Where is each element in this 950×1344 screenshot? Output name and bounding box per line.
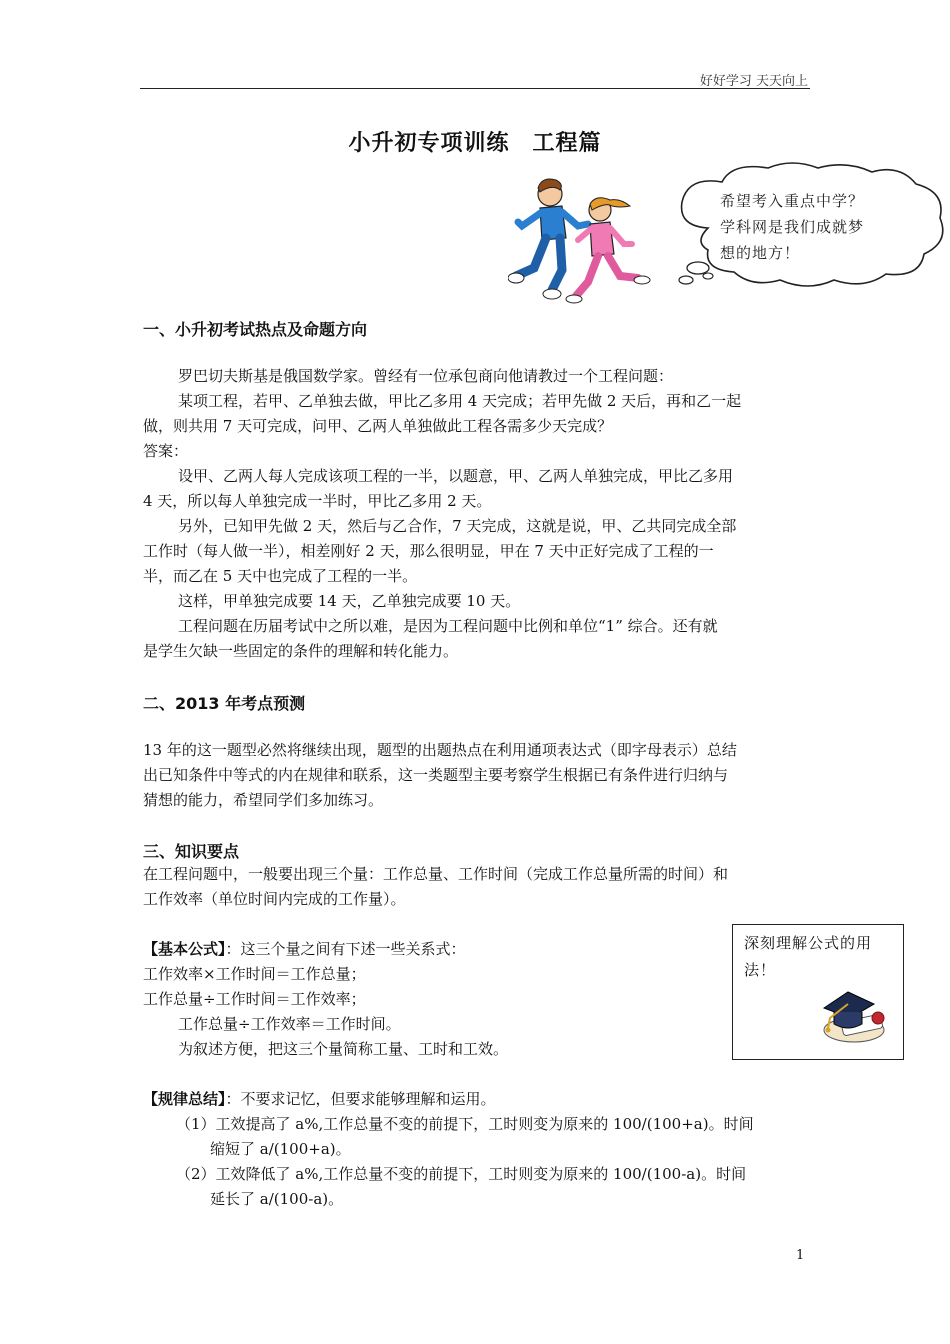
cloud-message	[720, 188, 864, 266]
formula-intro-text: ：这三个量之间有下述一些关系式：	[225, 940, 466, 958]
tip-line: 法！	[744, 961, 777, 979]
formula-line: 工作总量÷工作效率＝工作时间。	[178, 1015, 401, 1033]
formula-line: 工作效率×工作时间＝工作总量；	[143, 965, 366, 983]
section-heading-prediction: 二、2013 年考点预测	[143, 694, 306, 713]
answer-label: 答案：	[143, 442, 189, 460]
page-number: 1	[796, 1248, 805, 1263]
header-divider	[140, 88, 810, 89]
paragraph-line: 13 年的这一题型必然将继续出现，题型的出题热点在利用通项表达式（即字母表示）总结	[143, 741, 737, 759]
paragraph-line: 某项工程，若甲、乙单独去做，甲比乙多用 4 天完成；若甲先做 2 天后，再和乙一起	[178, 392, 742, 410]
paragraph-line: 在工程问题中，一般要出现三个量：工作总量、工作时间（完成工作总量所需的时间）和	[143, 865, 729, 883]
tip-line: 深刻理解公式的用	[744, 934, 873, 952]
paragraph-line: 出已知条件中等式的内在规律和联系，这一类题型主要考察学生根据已有条件进行归纳与	[143, 766, 729, 784]
section-heading-hotspots: 一、小升初考试热点及命题方向	[143, 320, 368, 339]
formula-label: 【基本公式】	[143, 940, 226, 958]
header-motto: 好好学习 天天向上	[699, 74, 808, 89]
formula-intro	[143, 937, 466, 962]
paragraph-line: 工作效率（单位时间内完成的工作量）。	[143, 890, 406, 908]
paragraph-line: 是学生欠缺一些固定的条件的理解和转化能力。	[143, 642, 459, 660]
rule-line: （2）工效降低了 a%,工作总量不变的前提下，工时则变为原来的 100/(100-a)。时间	[176, 1165, 747, 1183]
formula-line: 工作总量÷工作时间＝工作效率；	[143, 990, 366, 1008]
paragraph-line: 工程问题在历届考试中之所以难，是因为工程问题中比例和单位“1” 综合。还有就	[178, 617, 718, 635]
paragraph-line: 半，而乙在 5 天中也完成了工程的一半。	[143, 567, 418, 585]
rules-intro	[143, 1087, 496, 1112]
paragraph-line: 设甲、乙两人每人完成该项工程的一半，以题意，甲、乙两人单独完成，甲比乙多用	[178, 467, 734, 485]
rule-line: 延长了 a/(100-a)。	[210, 1190, 344, 1208]
graduation-cap-icon	[812, 978, 892, 1048]
paragraph-line: 这样，甲单独完成要 14 天，乙单独完成要 10 天。	[178, 592, 521, 610]
rule-line: 缩短了 a/(100+a)。	[210, 1140, 351, 1158]
paragraph-line: 罗巴切夫斯基是俄国数学家。曾经有一位承包商向他请教过一个工程问题：	[178, 367, 674, 385]
page-title: 小升初专项训练 工程篇	[348, 131, 602, 156]
rules-label: 【规律总结】	[143, 1090, 226, 1108]
paragraph-line: 4 天，所以每人单独完成一半时，甲比乙多用 2 天。	[143, 492, 492, 510]
running-children-illustration	[508, 172, 658, 307]
section-heading-knowledge: 三、知识要点	[143, 842, 240, 861]
rule-line: （1）工效提高了 a%,工作总量不变的前提下，工时则变为原来的 100/(100+a)。时间	[176, 1115, 754, 1133]
paragraph-line: 猜想的能力，希望同学们多加练习。	[143, 791, 384, 809]
paragraph-line: 另外，已知甲先做 2 天，然后与乙合作，7 天完成，这就是说，甲、乙共同完成全部	[178, 517, 737, 535]
cloud-line: 学科网是我们成就梦	[720, 218, 865, 236]
tip-text	[744, 930, 872, 984]
rules-intro-text: ：不要求记忆，但要求能够理解和运用。	[225, 1090, 496, 1108]
paragraph-line: 工作时（每人做一半），相差刚好 2 天，那么很明显，甲在 7 天中正好完成了工程的一	[143, 542, 714, 560]
cloud-line: 希望考入重点中学？	[720, 192, 865, 210]
formula-line: 为叙述方便，把这三个量简称工量、工时和工效。	[178, 1040, 509, 1058]
paragraph-line: 做，则共用 7 天可完成，问甲、乙两人单独做此工程各需多少天完成？	[143, 417, 613, 435]
cloud-line: 想的地方！	[720, 244, 801, 262]
